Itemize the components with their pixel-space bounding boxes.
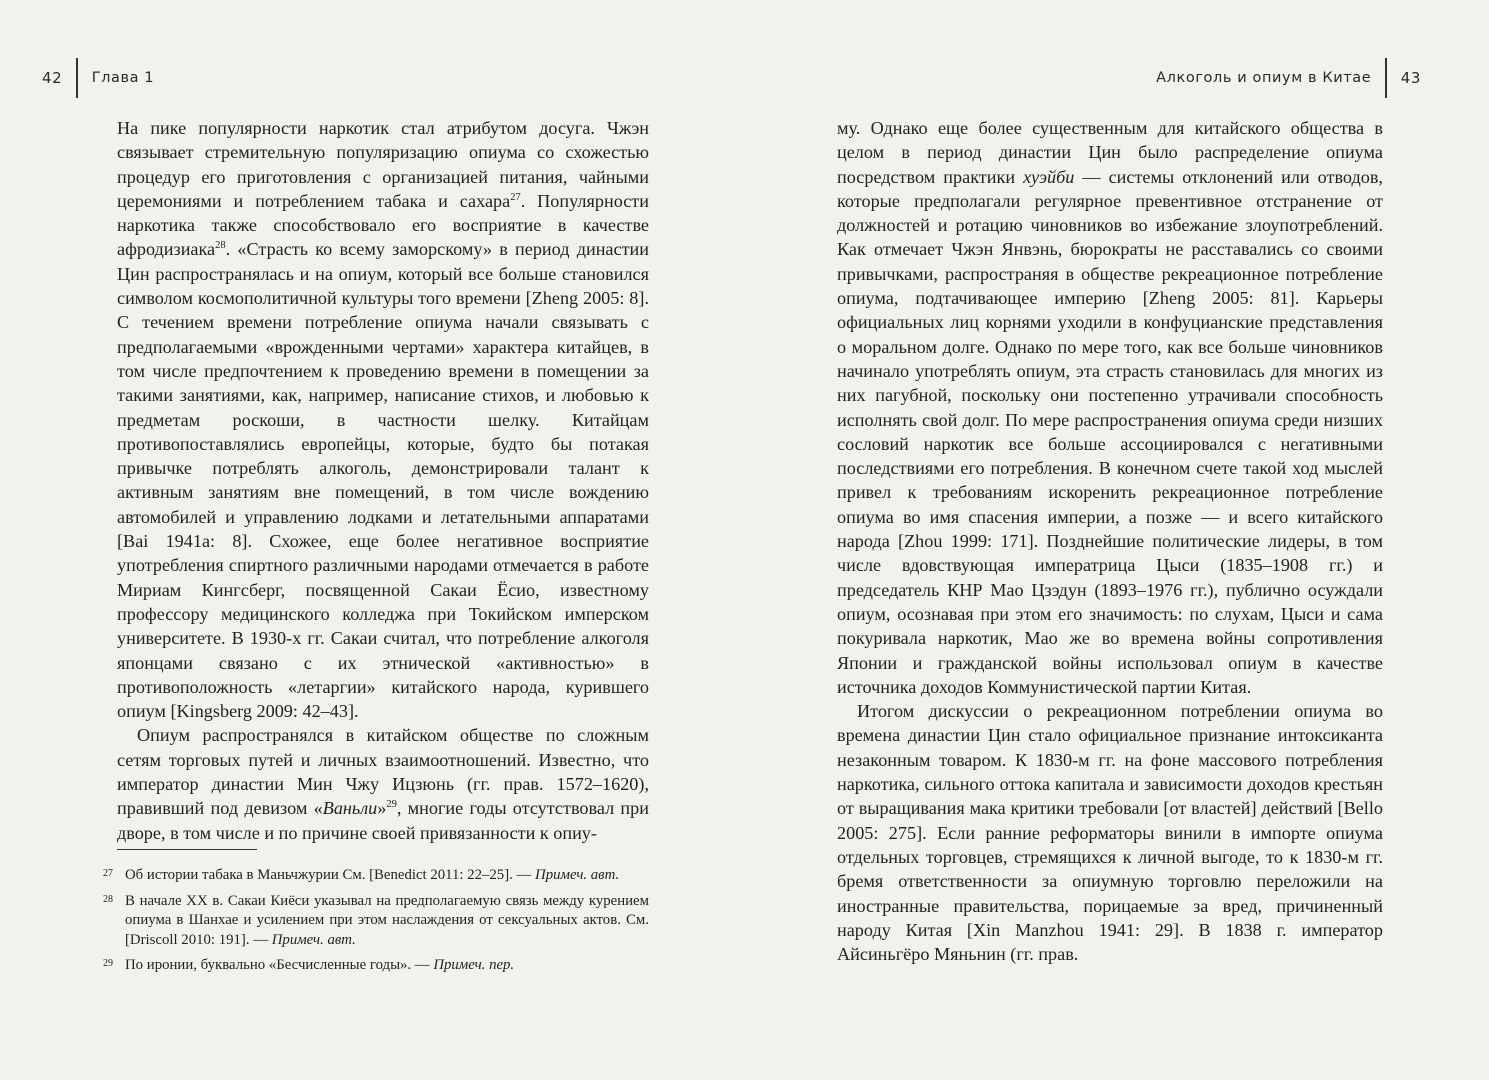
paragraph: Итогом дискуссии о рекреационном потреблении опиума во времена династии Цин стало официальное признание интоксиканта незаконным товаром. К 1830-м гг. на фоне массового потребления наркотика, сильного оттока капитала и зависимости доходов крестьян от выращивания мака критики требовали [от властей] действий [Bello 2005: 275]. Если ранние реформаторы винили в импорте опиума отдельных торговцев, стремящихся к личной выгоде, то к 1830-м гг. бремя ответственности за опиумную торговлю переложили на иностранные правительства, порицаемые за вред, причиненный народу Китая [Xin Manzhou 1941: 29]. В 1838 г. император Айсиньгёро Мяньнин (гг. прав.	[837, 701, 1383, 965]
running-header-right	[1156, 58, 1421, 98]
footnote: 29 По иронии, буквально «Бесчисленные годы». — Примеч. пер.	[117, 956, 649, 976]
left-body-text	[117, 116, 649, 845]
section-title: Алкоголь и опиум в Китае	[1156, 70, 1372, 86]
footnotes	[103, 866, 649, 982]
footnote-number: 28	[103, 893, 113, 905]
footnote-ref[interactable]: 28	[215, 240, 226, 252]
footnote-ref[interactable]: 27	[510, 191, 521, 203]
left-page	[0, 0, 744, 1080]
footnote-ref[interactable]: 29	[386, 799, 397, 811]
header-divider-left	[76, 58, 77, 98]
page-number-left: 42	[42, 69, 63, 87]
chapter-title: Глава 1	[91, 70, 155, 86]
paragraph: му. Однако еще более существенным для китайского общества в целом в период династии Цин было распределение опиума посредством практики хуэйби — системы отклонений или отводов, которые предполагали регулярное превентивное отстранение от должностей и ротацию чиновников во избежание злоупотреблений. Как отмечает Чжэн Янвэнь, бюрократы не расставались со своими привычками, распространяя в обществе рекреационное потребление опиума, подтачивающее империю [Zheng 2005: 81]. Карьеры официальных лиц корнями уходили в конфуцианские представления о моральном долге. Однако по мере того, как все больше чиновников начинало употреблять опиум, эта страсть становилась для многих из них пагубной, поскольку они постепенно утрачивали способность исполнять свой долг. По мере распространения опиума среди низших сословий наркотик все больше ассоциировался с негативными последствиями его потребления. В конечном счете такой ход мыслей привел к требованиям искоренить рекреационное потребление опиума во имя спасения империи, а позже — и всего китайского народа [Zhou 1999: 171]. Позднейшие политические лидеры, в том числе вдовствующая императрица Цыси (1835–1908 гг.) и председатель КНР Мао Цзэдун (1893–1976 гг.), публично осуждали опиум, осознавая при этом его значимость: по слухам, Цыси и сама покуривала наркотик, Мао же во времена войны сопротивления Японии и гражданской войны использовал опиум в качестве источника доходов Коммунистической партии Китая.	[837, 118, 1383, 697]
header-divider-right	[1385, 58, 1386, 98]
footnote: 27 Об истории табака в Маньчжурии См. [Benedict 2011: 22–25]. — Примеч. авт.	[117, 866, 649, 886]
right-page	[745, 0, 1489, 1080]
footnote-number: 27	[103, 868, 113, 879]
footnote-divider	[117, 849, 257, 850]
page-number-right: 43	[1400, 69, 1421, 87]
right-body-text	[837, 116, 1383, 966]
footnote-number: 29	[103, 958, 113, 969]
running-header-left	[42, 58, 154, 98]
paragraph: На пике популярности наркотик стал атрибутом досуга. Чжэн связывает стремительную популяризацию опиума со схожестью процедур его приготовления с организацией питания, чайными церемониями и потреблением табака и сахара$^{27}$. Популярности наркотика также способствовало его восприятие в качестве афродизиака$^{28}$. «Страсть ко всему заморскому» в период династии Цин распространялась и на опиум, который все больше становился символом космополитичной культуры того времени [Zheng 2005: 8]. С течением времени потребление опиума начали связывать с предполагаемыми «врожденными чертами» характера китайцев, в том числе предпочтением к проведению времени в помещении за такими занятиями, как, например, написание стихов, и любовью к предметам роскоши, в частности шелку. Китайцам противопоставлялись европейцы, которые, будто бы потакая привычке потреблять алкоголь, демонстрировали талант к активным занятиям вне помещений, в том числе вождению автомобилей и управлению лодками и летательными аппаратами [Bai 1941a: 8]. Схожее, еще более негативное восприятие употребления спиртного различными народами отмечается в работе Мириам Кингсберг, посвященной Сакаи Ёсио, известному профессору медицинского колледжа при Токийском имперском университете. В 1930-х гг. Сакаи считал, что потребление алкоголя японцами связано с их этнической «активностью» в противоположность «летаргии» китайского народа, курившего опиум [Kingsberg 2009: 42–43].	[117, 118, 649, 722]
footnote: 28 В начале XX в. Сакаи Киёси указывал на предполагаемую связь между курением опиума в Шанхае и усилением при этом наслаждения от сексуальных актов. См. [Driscoll 2010: 191]. — Примеч. авт.	[117, 892, 649, 951]
paragraph: Опиум распространялся в китайском обществе по сложным сетям торговых путей и личных взаимоотношений. Известно, что император династии Мин Чжу Ицзюнь (гг. прав. 1572–1620), правивший под девизом «Ваньли»$^{29}$, многие годы отсутствовал при дворе, в том числе и по причине своей привязанности к опиу-	[117, 725, 649, 843]
